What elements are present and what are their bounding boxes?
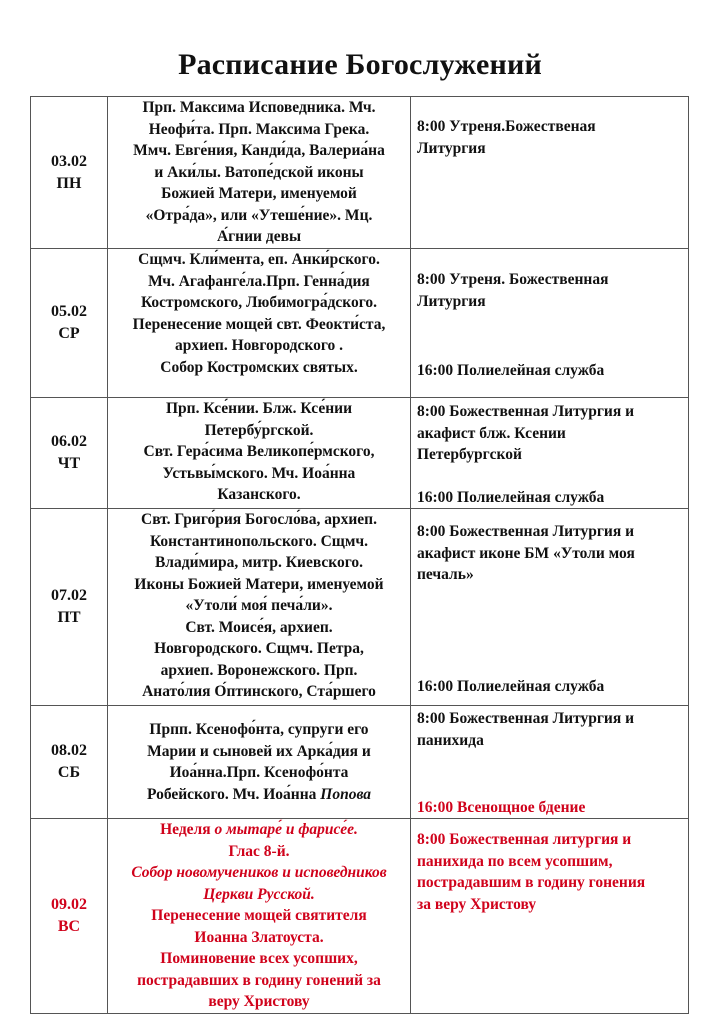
- service-line: печаль»: [417, 566, 474, 583]
- date: 07.02: [51, 587, 87, 604]
- saints-line: пострадавших в годину гонений за: [137, 971, 381, 989]
- sunday-prefix: Неделя: [160, 821, 211, 838]
- date-cell: [31, 249, 108, 398]
- table-row: [31, 249, 689, 398]
- saints-line: Устьвы́мского. Мч. Иоа́нна: [162, 464, 356, 482]
- saints-line: [110, 784, 408, 806]
- service-line: 8:00 Утреня.Божественая: [417, 118, 596, 135]
- saints-line: Неофи́та. Прп. Максима Грека.: [148, 120, 370, 138]
- service-cell: [411, 706, 689, 819]
- saints-line: архиеп. Воронежского. Прп.: [160, 661, 358, 679]
- saints-line: Иоа́нна.Прп. Ксенофо́нта: [169, 764, 349, 781]
- schedule-table: [30, 96, 689, 1014]
- saints-line: Прп. Ксе́нии. Блж. Ксе́нии: [165, 400, 353, 417]
- saints-italic-text: Попова: [320, 785, 372, 803]
- saints-line: Петербу́ргской.: [204, 421, 314, 439]
- saints-line: Собор Костромских святых.: [160, 358, 358, 376]
- table-row: [31, 819, 689, 1014]
- evening-service: 16:00 Полиелейная служба: [417, 361, 605, 379]
- saints-line: Божией Матери, именуемой: [161, 185, 357, 202]
- service-cell: [411, 398, 689, 509]
- service-line: 8:00 Утреня. Божественная: [417, 271, 609, 288]
- saints-line: «Утоли́ моя́ печа́ли».: [185, 597, 333, 614]
- date: 03.02: [51, 152, 87, 170]
- sunday-name: о мытаре́ и фарисе́е.: [214, 821, 358, 838]
- table-row: [31, 398, 689, 509]
- saints-line: Марии и сыновей их Арка́дия и: [147, 742, 371, 760]
- saints-line: Сщмч. Кли́мента, еп. Анки́рского.: [138, 251, 380, 268]
- date: 06.02: [51, 433, 87, 450]
- saints-line: «Отра́да», или «Утеше́ние». Мц.: [145, 206, 373, 224]
- vigil-service: 16:00 Всенощное бдение: [417, 798, 586, 816]
- saints-text: Робейского. Мч. Иоа́нна: [146, 785, 317, 803]
- saints-line: Поминовение всех усопших,: [160, 950, 358, 967]
- saints-cell: [108, 706, 411, 819]
- saints-line: Иоанна Златоуста.: [194, 928, 324, 946]
- service-line: акафист иконе БМ «Утоли моя: [417, 544, 635, 562]
- service-line: панихида: [417, 731, 484, 749]
- saints-line: Константинопольского. Сщмч.: [149, 532, 369, 550]
- saints-line: Мч. Агафанге́ла.Прп. Генна́дия: [148, 272, 370, 290]
- weekday: СБ: [57, 764, 81, 781]
- service-cell: [411, 819, 689, 1014]
- service-cell: [411, 97, 689, 249]
- saints-line: Перенесение мощей свт. Феокти́ста,: [132, 315, 386, 333]
- weekday: СР: [58, 325, 80, 342]
- saints-line: Свт. Григо́рия Богосло́ва, архиеп.: [141, 511, 377, 528]
- saints-line: А́гнии девы: [216, 228, 302, 245]
- saints-cell: [108, 819, 411, 1014]
- saints-line: Свт. Гера́сима Великопе́рмского,: [143, 443, 375, 460]
- service-line: за веру Христову: [417, 895, 537, 913]
- date-cell: [31, 819, 108, 1014]
- weekday: ЧТ: [57, 455, 81, 472]
- saints-line: Влади́мира, митр. Киевского.: [154, 554, 364, 571]
- service-line: акафист блж. Ксении: [417, 424, 566, 442]
- synod-line: Церкви Русской.: [203, 885, 315, 903]
- date-cell: [31, 97, 108, 249]
- service-line: 8:00 Божественная Литургия и: [417, 523, 635, 540]
- saints-line: веру Христову: [208, 993, 310, 1010]
- date-cell: [31, 706, 108, 819]
- evening-service: 16:00 Полиелейная служба: [417, 488, 605, 506]
- service-line: пострадавшим в годину гонения: [417, 874, 646, 891]
- saints-cell: [108, 249, 411, 398]
- service-line: Литургия: [417, 139, 486, 157]
- evening-service: 16:00 Полиелейная служба: [417, 677, 605, 695]
- table-row: [31, 509, 689, 706]
- weekday: ВС: [57, 917, 81, 935]
- service-line: 8:00 Божественная литургия и: [417, 831, 632, 848]
- date: 09.02: [51, 895, 87, 913]
- sunday-title: [110, 819, 408, 841]
- weekday: ПТ: [57, 609, 81, 626]
- saints-line: Ммч. Евге́ния, Канди́да, Валериа́на: [133, 142, 385, 159]
- saints-cell: [108, 398, 411, 509]
- saints-line: Прп. Максима Исповедника. Мч.: [142, 99, 376, 116]
- saints-line: и Аки́лы. Ватопе́дской иконы: [154, 163, 364, 181]
- service-line: панихида по всем усопшим,: [417, 852, 613, 870]
- date: 05.02: [51, 303, 87, 320]
- saints-line: Казанского.: [217, 486, 301, 503]
- date-cell: [31, 509, 108, 706]
- saints-line: Новгородского. Сщмч. Петра,: [154, 640, 364, 657]
- saints-cell: [108, 509, 411, 706]
- service-cell: [411, 509, 689, 706]
- date-cell: [31, 398, 108, 509]
- saints-line: Анато́лия О́птинского, Ста́ршего: [142, 683, 376, 700]
- saints-line: Костромского, Любимогра́дского.: [140, 294, 378, 311]
- synod-line: Собор новомучеников и исповедников: [131, 864, 387, 881]
- service-cell: [411, 249, 689, 398]
- saints-line: Прпп. Ксенофо́нта, супруги его: [149, 721, 369, 738]
- saints-line: Перенесение мощей святителя: [151, 907, 367, 924]
- saints-cell: [108, 97, 411, 249]
- saints-line: Свт. Моисе́я, архиеп.: [185, 618, 333, 636]
- service-line: Петербургской: [417, 446, 522, 463]
- saints-line: Иконы Божией Матери, именуемой: [134, 575, 384, 593]
- weekday: ПН: [56, 174, 82, 192]
- tone: Глас 8-й.: [228, 842, 290, 860]
- table-row: [31, 97, 689, 249]
- date: 08.02: [51, 742, 87, 759]
- saints-line: архиеп. Новгородского .: [174, 337, 344, 354]
- service-line: 8:00 Божественная Литургия и: [417, 710, 635, 727]
- service-line: 8:00 Божественная Литургия и: [417, 403, 635, 420]
- page-title: Расписание Богослужений: [178, 48, 542, 81]
- service-line: Литургия: [417, 292, 486, 310]
- table-row: [31, 706, 689, 819]
